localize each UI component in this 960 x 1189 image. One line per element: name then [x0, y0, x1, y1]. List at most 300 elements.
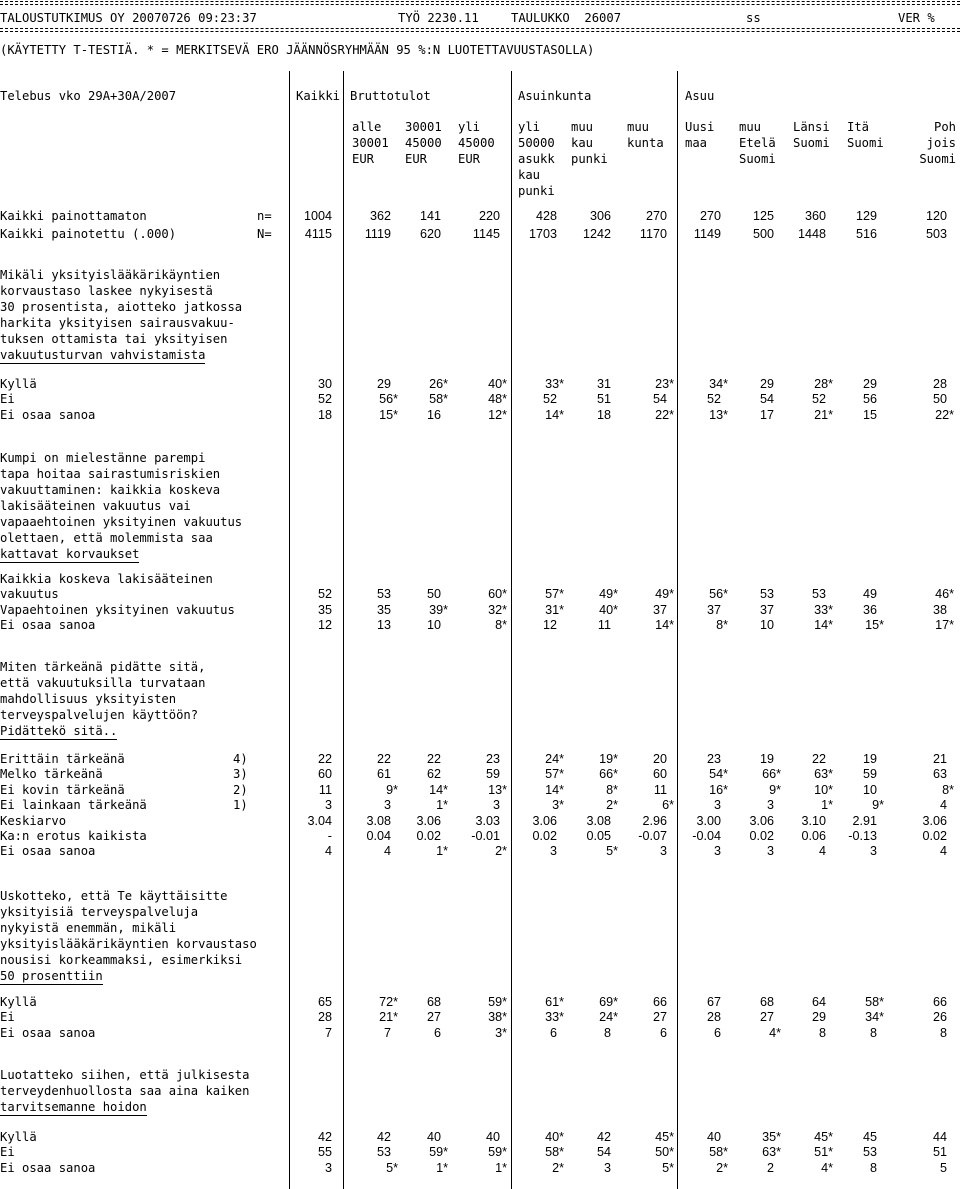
- base-row-cell: 360: [804, 209, 826, 223]
- report-header-taulukko: TAULUKKO 26007: [511, 11, 622, 25]
- answer-row-cell: 40: [426, 1130, 441, 1144]
- header-double-rule: [0, 28, 960, 33]
- answer-row-label: Ei lainkaan tärkeänä: [0, 798, 147, 813]
- answer-row-label: Kaikkia koskeva lakisääteinen: [0, 572, 213, 586]
- base-row-tag: N=: [257, 227, 272, 241]
- answer-row-cell: 8*: [942, 782, 954, 797]
- answer-row-cell: 66*: [599, 767, 618, 782]
- answer-row-cell: 52: [317, 392, 332, 407]
- question-text-line: tapa hoitaa sairastumisriskien: [0, 467, 221, 481]
- answer-row-cell: 60: [652, 767, 667, 782]
- answer-row-cell: 10*: [814, 782, 833, 797]
- answer-row-cell: 61: [376, 767, 391, 782]
- answer-row-cell: 26*: [429, 377, 448, 391]
- answer-row-cell: 49*: [599, 587, 618, 602]
- answer-row-cell: 3.10: [801, 813, 826, 828]
- answer-row-cell: 5*: [606, 844, 618, 859]
- answer-row-cell: 8*: [495, 618, 507, 633]
- answer-row-cell: 32*: [488, 602, 507, 617]
- answer-row-cell: 5: [939, 1160, 947, 1175]
- answer-row-code: 1): [233, 798, 248, 813]
- answer-row-cell: 11: [318, 782, 332, 797]
- answer-row-cell: 9*: [386, 782, 398, 797]
- answer-row-cell: 60: [317, 767, 332, 782]
- answer-row-cell: 54*: [709, 767, 728, 782]
- answer-row-cell: 54: [596, 1145, 611, 1160]
- answer-row-cell: 16: [426, 407, 441, 422]
- question-text-line: harkita yksityisen sairausvakuu-: [0, 316, 235, 330]
- column-header: Poh jois Suomi: [919, 120, 956, 166]
- answer-row-cell: 0.02: [922, 829, 947, 843]
- answer-row-cell: 8: [939, 1025, 947, 1040]
- answer-row-cell: 2.96: [642, 813, 667, 828]
- answer-row-cell: 0.02: [749, 829, 774, 843]
- question-text-line: vapaaehtoinen yksityinen vakuutus: [0, 515, 243, 529]
- answer-row-cell: 52: [706, 392, 721, 407]
- answer-row-cell: 3: [713, 798, 721, 813]
- answer-row-cell: 15: [862, 407, 877, 422]
- answer-row-label: Keskiarvo: [0, 813, 67, 828]
- answer-row-cell: 1*: [436, 1160, 448, 1175]
- answer-row-cell: 57*: [545, 587, 564, 602]
- answer-row-cell: 3.08: [366, 813, 391, 828]
- answer-row-cell: 54: [652, 392, 667, 407]
- answer-row-cell: 45: [862, 1130, 877, 1144]
- base-row-cell: 620: [419, 227, 441, 241]
- answer-row-cell: 58*: [545, 1145, 564, 1160]
- answer-row-cell: 3: [659, 844, 667, 859]
- answer-row-cell: 22*: [655, 407, 674, 422]
- answer-row-cell: 72*: [379, 995, 398, 1009]
- answer-row-cell: 62: [426, 767, 441, 782]
- answer-row-cell: 10: [426, 618, 441, 633]
- column-group-region: Asuu: [685, 89, 715, 103]
- question-text-line: vakuuttaminen: kaikkia koskeva: [0, 483, 221, 497]
- answer-row-label: Ei osaa sanoa: [0, 844, 96, 859]
- answer-row-cell: 59*: [429, 1145, 448, 1160]
- answer-row-cell: 40: [706, 1130, 721, 1144]
- answer-row-cell: 12*: [488, 407, 507, 422]
- answer-row-cell: 3: [383, 798, 391, 813]
- answer-row-cell: 3: [324, 1160, 332, 1175]
- answer-row-cell: 18: [317, 407, 332, 422]
- answer-row-cell: 40: [485, 1130, 500, 1144]
- answer-row-cell: 22: [376, 752, 391, 766]
- answer-row-cell: 9*: [872, 798, 884, 813]
- answer-row-cell: 2*: [606, 798, 618, 813]
- answer-row-label: Melko tärkeänä: [0, 767, 103, 782]
- question-text-line: että vakuutuksilla turvataan: [0, 676, 206, 690]
- answer-row-cell: 28*: [814, 377, 833, 391]
- answer-row-cell: 3.06: [416, 813, 441, 828]
- answer-row-cell: 3*: [552, 798, 564, 813]
- answer-row-cell: 12: [317, 618, 332, 633]
- answer-row-cell: 14*: [655, 618, 674, 633]
- base-row-cell: 306: [589, 209, 611, 223]
- answer-row-cell: 4: [818, 844, 826, 859]
- answer-row-cell: 8: [603, 1025, 611, 1040]
- answer-row-cell: 31*: [545, 602, 564, 617]
- answer-row-cell: 59*: [488, 1145, 507, 1160]
- answer-row-cell: 0.02: [532, 829, 557, 843]
- question-text-line: kattavat korvaukset: [0, 547, 140, 561]
- answer-row-cell: 28: [317, 1010, 332, 1025]
- answer-row-cell: 18: [596, 407, 611, 422]
- answer-row-cell: 6: [549, 1025, 557, 1040]
- question-text-line: Luotatteko siihen, että julkisesta: [0, 1068, 250, 1082]
- answer-row-cell: 56*: [379, 392, 398, 407]
- answer-row-label: Ei kovin tärkeänä: [0, 782, 125, 797]
- answer-row-cell: 27: [426, 1010, 441, 1025]
- answer-row-cell: 49*: [655, 587, 674, 602]
- base-row-cell: 1448: [797, 227, 826, 241]
- question-text-line: tarvitsemanne hoidon: [0, 1100, 147, 1114]
- answer-row-cell: 1*: [821, 798, 833, 813]
- answer-row-cell: 51: [596, 392, 611, 407]
- answer-row-cell: 10: [862, 782, 877, 797]
- answer-row-cell: 6: [433, 1025, 441, 1040]
- answer-row-label: Ei osaa sanoa: [0, 618, 96, 633]
- answer-row-label: Kyllä: [0, 377, 37, 391]
- answer-row-cell: 24*: [599, 1010, 618, 1025]
- answer-row-cell: 21*: [814, 407, 833, 422]
- base-row-cell: 1149: [693, 227, 721, 241]
- answer-row-cell: -0.07: [638, 829, 667, 843]
- answer-row-cell: 13*: [709, 407, 728, 422]
- answer-row-cell: 37: [759, 602, 774, 617]
- column-header: Itä Suomi: [847, 120, 884, 150]
- base-row-cell: 516: [855, 227, 877, 241]
- answer-row-label: Ei osaa sanoa: [0, 1160, 96, 1175]
- question-text-line: tuksen ottamista tai yksityisen: [0, 332, 228, 346]
- answer-row-cell: 33*: [545, 377, 564, 391]
- answer-row-cell: 63*: [814, 767, 833, 782]
- answer-row-cell: 19: [759, 752, 774, 766]
- answer-row-cell: 0.05: [586, 829, 611, 843]
- answer-row-cell: 22*: [935, 407, 954, 422]
- answer-row-cell: 8: [869, 1025, 877, 1040]
- answer-row-cell: 40*: [599, 602, 618, 617]
- column-header: muu kau punki: [571, 120, 608, 166]
- question-text-line: korvaustaso laskee nykyisestä: [0, 284, 213, 298]
- answer-row-cell: 68: [759, 995, 774, 1009]
- answer-row-cell: 7: [324, 1025, 332, 1040]
- top-double-rule: [0, 1, 960, 6]
- answer-row-cell: 3: [766, 844, 774, 859]
- answer-row-cell: 14*: [545, 407, 564, 422]
- answer-row-cell: 66*: [762, 767, 781, 782]
- answer-row-cell: 13*: [488, 782, 507, 797]
- answer-row-cell: 38*: [488, 1010, 507, 1025]
- answer-row-cell: 61*: [545, 995, 564, 1009]
- answer-row-cell: 2*: [716, 1160, 728, 1175]
- answer-row-cell: 50*: [655, 1145, 674, 1160]
- base-row-cell: 4115: [304, 227, 332, 241]
- answer-row-cell: 34*: [865, 1010, 884, 1025]
- report-header-ver: VER %: [898, 11, 935, 25]
- column-header: Uusi maa: [685, 120, 715, 150]
- answer-row-cell: 28: [932, 377, 947, 391]
- report-header-left: TALOUSTUTKIMUS OY 20070726 09:23:37: [0, 11, 257, 25]
- answer-row-cell: 8*: [606, 782, 618, 797]
- question-text-line: Miten tärkeänä pidätte sitä,: [0, 660, 206, 674]
- question-text-line: olettaen, että molemmista saa: [0, 531, 213, 545]
- answer-row-cell: 29: [376, 377, 391, 391]
- answer-row-cell: 54: [759, 392, 774, 407]
- answer-row-cell: 9*: [769, 782, 781, 797]
- answer-row-cell: 42: [596, 1130, 611, 1144]
- answer-row-cell: 3*: [495, 1025, 507, 1040]
- base-row-cell: 141: [419, 209, 441, 223]
- answer-row-cell: 3: [549, 844, 557, 859]
- answer-row-cell: 68: [426, 995, 441, 1009]
- base-row-cell: 220: [478, 209, 500, 223]
- base-row-cell: 1119: [364, 227, 391, 241]
- answer-row-cell: 52: [811, 392, 826, 407]
- answer-row-cell: 45*: [814, 1130, 833, 1144]
- answer-row-cell: 49: [862, 587, 877, 602]
- answer-row-cell: 22: [317, 752, 332, 766]
- question-text-line: 30 prosentista, aiotteko jatkossa: [0, 300, 243, 314]
- answer-row-cell: 60*: [488, 587, 507, 602]
- answer-row-cell: 3.06: [749, 813, 774, 828]
- answer-row-cell: 23*: [655, 377, 674, 391]
- answer-row-cell: 3.06: [922, 813, 947, 828]
- answer-row-cell: 8: [869, 1160, 877, 1175]
- answer-row-cell: 0.02: [416, 829, 441, 843]
- base-row-cell: 1170: [639, 227, 667, 241]
- answer-row-cell: 14*: [814, 618, 833, 633]
- answer-row-cell: 2.91: [852, 813, 877, 828]
- answer-row-cell: 53: [376, 587, 391, 602]
- answer-row-cell: 42: [317, 1130, 332, 1144]
- answer-row-cell: 5*: [662, 1160, 674, 1175]
- answer-row-cell: 19*: [599, 752, 618, 766]
- answer-row-cell: 46*: [935, 587, 954, 602]
- column-header: yli 50000 asukk kau punki: [518, 120, 555, 198]
- answer-row-cell: 14*: [429, 782, 448, 797]
- answer-row-cell: 29: [862, 377, 877, 391]
- column-header: alle 30001 EUR: [352, 120, 389, 166]
- answer-row-cell: 20: [652, 752, 667, 766]
- answer-row-cell: 11: [597, 618, 611, 633]
- answer-row-cell: 3.00: [696, 813, 721, 828]
- answer-row-cell: 28: [706, 1010, 721, 1025]
- answer-row-cell: -0.04: [692, 829, 721, 843]
- answer-row-cell: 6: [659, 1025, 667, 1040]
- answer-row-cell: 35: [376, 602, 391, 617]
- answer-row-cell: 4: [939, 844, 947, 859]
- answer-row-label: vakuutus: [0, 587, 59, 602]
- answer-row-cell: 65: [317, 995, 332, 1009]
- answer-row-cell: 66: [652, 995, 667, 1009]
- answer-row-cell: 15*: [379, 407, 398, 422]
- base-row-cell: 362: [369, 209, 391, 223]
- base-row-cell: 1703: [528, 227, 557, 241]
- column-group-total: Kaikki: [296, 89, 341, 103]
- answer-row-cell: 55: [317, 1145, 332, 1160]
- answer-row-cell: 3: [492, 798, 500, 813]
- answer-row-cell: 57*: [545, 767, 564, 782]
- answer-row-cell: 45*: [655, 1130, 674, 1144]
- answer-row-label: Kyllä: [0, 995, 37, 1009]
- question-text-line: Kumpi on mielestänne parempi: [0, 451, 206, 465]
- question-text-line: terveydenhuollosta saa aina kaiken: [0, 1084, 250, 1098]
- answer-row-cell: 8: [818, 1025, 826, 1040]
- base-row-label: Kaikki painottamaton: [0, 209, 147, 223]
- answer-row-cell: 3: [869, 844, 877, 859]
- answer-row-cell: 59: [485, 767, 500, 782]
- question-text-line: Mikäli yksityislääkärikäyntien: [0, 268, 221, 282]
- answer-row-label: Erittäin tärkeänä: [0, 752, 125, 766]
- base-row-cell: 428: [535, 209, 557, 223]
- answer-row-cell: 59*: [488, 995, 507, 1009]
- base-row-cell: 1145: [472, 227, 500, 241]
- answer-row-cell: 19: [862, 752, 877, 766]
- answer-row-label: Ei: [0, 1145, 15, 1160]
- column-header: muu Etelä Suomi: [739, 120, 776, 166]
- answer-row-cell: 37: [706, 602, 721, 617]
- answer-row-cell: -0.01: [471, 829, 500, 843]
- question-text-line: nousisi korkeammaksi, esimerkiksi: [0, 953, 243, 967]
- answer-row-cell: 2*: [495, 844, 507, 859]
- answer-row-cell: 26: [932, 1010, 947, 1025]
- question-text-line: Pidättekö sitä..: [0, 724, 118, 738]
- base-row-cell: 1004: [303, 209, 332, 223]
- answer-row-cell: 35*: [762, 1130, 781, 1144]
- answer-row-cell: 53: [376, 1145, 391, 1160]
- answer-row-cell: 69*: [599, 995, 618, 1009]
- answer-row-cell: 4*: [821, 1160, 833, 1175]
- answer-row-cell: 17*: [935, 618, 954, 633]
- answer-row-cell: 21: [932, 752, 947, 766]
- base-row-cell: 120: [925, 209, 947, 223]
- answer-row-cell: 58*: [865, 995, 884, 1009]
- question-text-line: 50 prosenttiin: [0, 969, 103, 983]
- answer-row-cell: 21*: [379, 1010, 398, 1025]
- answer-row-cell: 1*: [495, 1160, 507, 1175]
- base-row-cell: 270: [699, 209, 721, 223]
- answer-row-cell: 2*: [552, 1160, 564, 1175]
- base-row-label: Kaikki painotettu (.000): [0, 227, 177, 241]
- answer-row-cell: 63*: [762, 1145, 781, 1160]
- answer-row-label: Ei: [0, 392, 15, 407]
- answer-row-cell: 6: [713, 1025, 721, 1040]
- question-text-line: nykyistä enemmän, mikäli: [0, 921, 177, 935]
- answer-row-cell: 52: [542, 392, 557, 407]
- answer-row-cell: 30: [317, 377, 332, 391]
- answer-row-cell: 48*: [488, 392, 507, 407]
- answer-row-cell: 50: [932, 392, 947, 407]
- answer-row-cell: 1*: [436, 798, 448, 813]
- answer-row-cell: 22: [811, 752, 826, 766]
- answer-row-cell: 29: [759, 377, 774, 391]
- report-subtitle: (KÄYTETTY T-TESTIÄ. * = MERKITSEVÄ ERO JÄÄNNÖSRYHMÄÄN 95 %:N LUOTETTAVUUSTASOLLA): [0, 43, 595, 57]
- answer-row-cell: 4: [383, 844, 391, 859]
- report-header-tyo: TYÖ 2230.11: [398, 11, 479, 25]
- answer-row-cell: 6*: [662, 798, 674, 813]
- column-group-municipality: Asuinkunta: [518, 89, 592, 103]
- base-row-cell: 125: [752, 209, 774, 223]
- question-text-line: vakuutusturvan vahvistamista: [0, 348, 206, 362]
- answer-row-cell: 56: [862, 392, 877, 407]
- answer-row-cell: 52: [317, 587, 332, 602]
- answer-row-cell: 3: [766, 798, 774, 813]
- answer-row-cell: -: [327, 829, 332, 843]
- answer-row-cell: 38: [932, 602, 947, 617]
- answer-row-cell: 36: [862, 602, 877, 617]
- column-header: yli 45000 EUR: [458, 120, 495, 166]
- answer-row-cell: 23: [485, 752, 500, 766]
- answer-row-cell: 5*: [386, 1160, 398, 1175]
- answer-row-cell: 59: [862, 767, 877, 782]
- answer-row-cell: 56*: [709, 587, 728, 602]
- answer-row-cell: 3.04: [307, 813, 332, 828]
- answer-row-code: 3): [233, 767, 248, 782]
- answer-row-cell: 53: [811, 587, 826, 602]
- column-header: 30001 45000 EUR: [405, 120, 442, 166]
- answer-row-code: 4): [233, 752, 248, 766]
- answer-row-cell: 7: [383, 1025, 391, 1040]
- report-header-ss: ss: [746, 11, 761, 25]
- answer-row-cell: 51: [932, 1145, 947, 1160]
- answer-row-cell: 66: [932, 995, 947, 1009]
- answer-row-cell: 63: [932, 767, 947, 782]
- answer-row-cell: 1*: [436, 844, 448, 859]
- answer-row-cell: 29: [811, 1010, 826, 1025]
- answer-row-cell: 4*: [769, 1025, 781, 1040]
- answer-row-cell: 53: [862, 1145, 877, 1160]
- answer-row-cell: 3: [324, 798, 332, 813]
- answer-row-cell: 53: [759, 587, 774, 602]
- base-row-cell: 503: [925, 227, 947, 241]
- answer-row-cell: 0.06: [801, 829, 826, 843]
- question-text-line: Uskotteko, että Te käyttäisitte: [0, 889, 228, 903]
- answer-row-cell: 11: [653, 782, 667, 797]
- answer-row-cell: 34*: [709, 377, 728, 391]
- answer-row-cell: 40*: [545, 1130, 564, 1144]
- answer-row-cell: 44: [932, 1130, 947, 1144]
- answer-row-cell: 8*: [716, 618, 728, 633]
- answer-row-cell: 16*: [709, 782, 728, 797]
- answer-row-cell: 67: [706, 995, 721, 1009]
- base-row-cell: 1242: [582, 227, 611, 241]
- answer-row-label: Ei osaa sanoa: [0, 1025, 96, 1040]
- column-header: muu kunta: [627, 120, 664, 150]
- answer-row-cell: 58*: [429, 392, 448, 407]
- answer-row-cell: 0.04: [366, 829, 391, 843]
- answer-row-cell: 58*: [709, 1145, 728, 1160]
- answer-row-cell: 39*: [429, 602, 448, 617]
- answer-row-cell: 40*: [488, 377, 507, 391]
- answer-row-cell: 27: [652, 1010, 667, 1025]
- answer-row-label: Kyllä: [0, 1130, 37, 1144]
- answer-row-cell: 10: [759, 618, 774, 633]
- answer-row-cell: 3.06: [532, 813, 557, 828]
- answer-row-label: Ei: [0, 1010, 15, 1025]
- question-text-line: terveyspalvelujen käyttöön?: [0, 708, 199, 722]
- answer-row-cell: 64: [811, 995, 826, 1009]
- answer-row-cell: 33*: [814, 602, 833, 617]
- question-text-line: mahdollisuus yksityisten: [0, 692, 177, 706]
- answer-row-cell: 3: [603, 1160, 611, 1175]
- answer-row-cell: 23: [706, 752, 721, 766]
- answer-row-cell: 24*: [545, 752, 564, 766]
- survey-name: Telebus vko 29A+30A/2007: [0, 89, 177, 103]
- answer-row-cell: 3: [713, 844, 721, 859]
- answer-row-cell: 35: [317, 602, 332, 617]
- answer-row-cell: 27: [759, 1010, 774, 1025]
